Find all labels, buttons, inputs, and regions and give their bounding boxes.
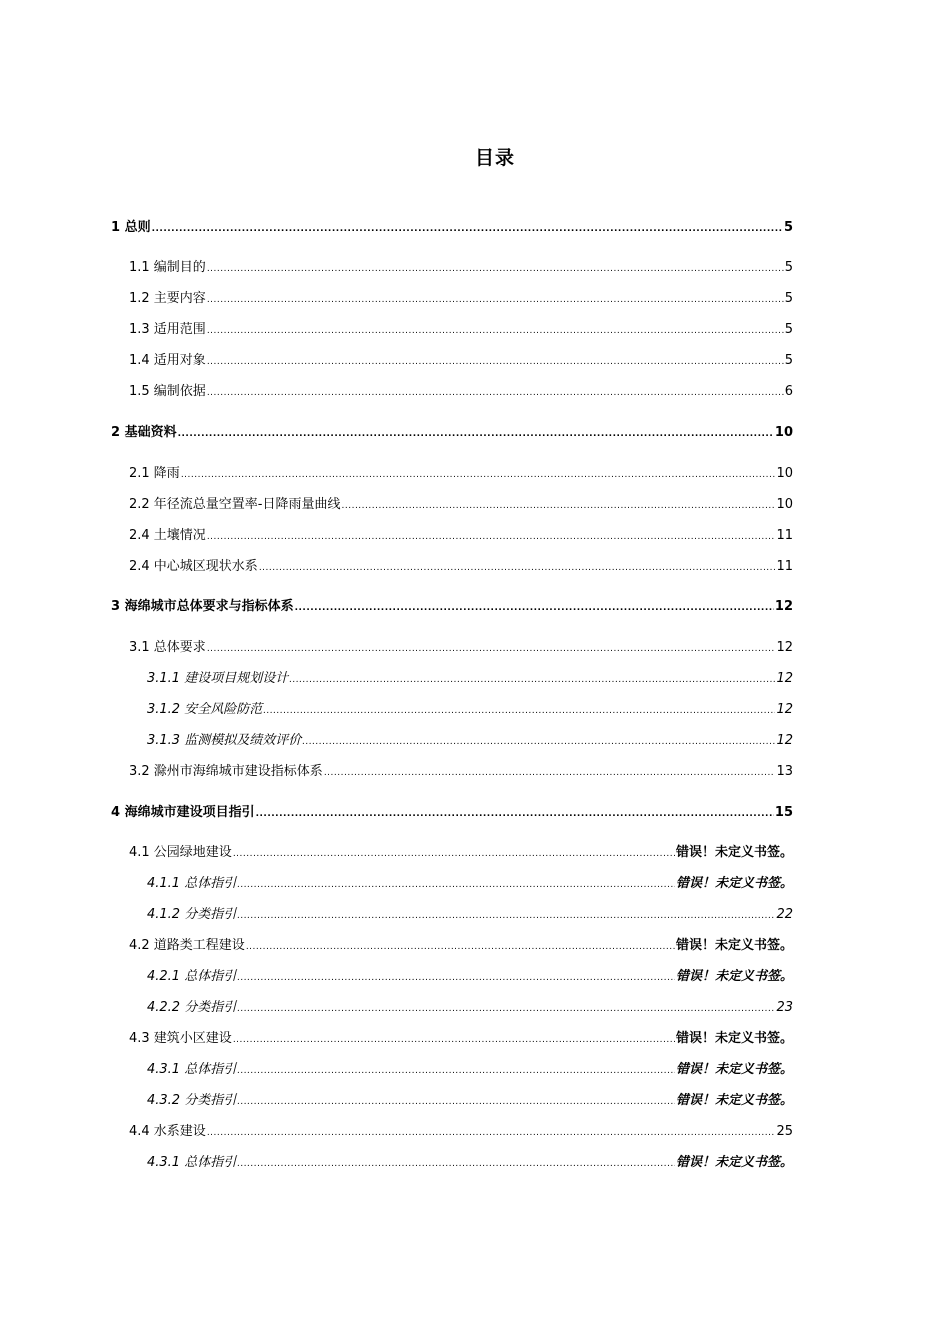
toc-entry-label: 2.4 土壤情况 xyxy=(129,528,206,543)
toc-entry-label: 4.1 公园绿地建设 xyxy=(129,845,232,860)
toc-entry-label: 3.1.1 建设项目规划设计 xyxy=(147,671,289,686)
dot-leader xyxy=(207,291,784,309)
dot-leader xyxy=(207,260,784,278)
toc-entry-page: 15 xyxy=(774,805,793,820)
toc-entry[interactable] xyxy=(129,290,793,308)
toc-entry-label: 2.1 降雨 xyxy=(129,466,180,481)
toc-entry[interactable] xyxy=(111,424,793,442)
toc-entry-label: 4.1.1 总体指引 xyxy=(147,876,237,891)
toc-entry-label: 4.2.2 分类指引 xyxy=(147,1000,237,1015)
toc-entry[interactable] xyxy=(147,1092,793,1110)
toc-entry[interactable] xyxy=(129,1123,793,1141)
toc-entry-page: 12 xyxy=(776,733,793,748)
toc-entry-page: 12 xyxy=(774,599,793,614)
toc-entry[interactable] xyxy=(111,804,793,822)
toc-entry-page: 12 xyxy=(776,702,793,717)
toc-entry-page: 错误！未定义书签。 xyxy=(675,1062,793,1077)
toc-entry[interactable] xyxy=(147,906,793,924)
dot-leader xyxy=(289,671,775,689)
toc-entry-label: 4.3.2 分类指引 xyxy=(147,1093,237,1108)
toc-entry-label: 1.3 适用范围 xyxy=(129,322,206,337)
toc-entry[interactable] xyxy=(129,937,793,955)
toc-entry-label: 4.4 水系建设 xyxy=(129,1124,206,1139)
toc-entry[interactable] xyxy=(111,598,793,616)
toc-entry[interactable] xyxy=(129,639,793,657)
dot-leader xyxy=(302,733,775,751)
toc-entry-label: 4.2.1 总体指引 xyxy=(147,969,237,984)
toc-entry-label: 3.1 总体要求 xyxy=(129,640,206,655)
dot-leader xyxy=(207,353,784,371)
toc-entry-page: 错误！未定义书签。 xyxy=(675,938,793,953)
dot-leader xyxy=(181,466,776,484)
toc-entry-page: 5 xyxy=(784,353,793,368)
dot-leader xyxy=(207,640,776,658)
dot-leader xyxy=(324,764,776,782)
toc-entry[interactable] xyxy=(129,558,793,576)
toc-entry-page: 错误！未定义书签。 xyxy=(675,845,793,860)
toc-entry[interactable] xyxy=(129,1030,793,1048)
toc-entry[interactable] xyxy=(129,844,793,862)
toc-entry-page: 错误！未定义书签。 xyxy=(675,969,793,984)
toc-entry-page: 23 xyxy=(776,1000,793,1015)
toc-entry-page: 10 xyxy=(776,466,793,481)
toc-entry[interactable] xyxy=(147,670,793,688)
dot-leader xyxy=(237,1155,675,1173)
dot-leader xyxy=(237,907,775,925)
dot-leader xyxy=(237,1062,675,1080)
toc-entry-page: 10 xyxy=(774,425,793,440)
toc-entry[interactable] xyxy=(129,383,793,401)
toc-entry-page: 12 xyxy=(776,640,793,655)
toc-entry[interactable] xyxy=(129,763,793,781)
dot-leader xyxy=(207,528,776,546)
toc-entry-page: 5 xyxy=(784,322,793,337)
toc-entry-label: 4 海绵城市建设项目指引 xyxy=(111,805,255,820)
toc-entry[interactable] xyxy=(147,701,793,719)
toc-entry[interactable] xyxy=(147,732,793,750)
toc-entry-page: 5 xyxy=(784,291,793,306)
toc-entry[interactable] xyxy=(129,321,793,339)
toc-entry-page: 22 xyxy=(776,907,793,922)
toc-entry-page: 错误！未定义书签。 xyxy=(675,1031,793,1046)
toc-entry-label: 3.2 滁州市海绵城市建设指标体系 xyxy=(129,764,323,779)
toc-entry-label: 3.1.3 监测模拟及绩效评价 xyxy=(147,733,302,748)
toc-entry[interactable] xyxy=(129,496,793,514)
toc-entry-label: 4.3.1 总体指引 xyxy=(147,1155,237,1170)
toc-entry[interactable] xyxy=(129,352,793,370)
toc-entry-page: 10 xyxy=(776,497,793,512)
toc-entry-page: 错误！未定义书签。 xyxy=(675,876,793,891)
toc-entry[interactable] xyxy=(129,527,793,545)
toc-entry[interactable] xyxy=(147,968,793,986)
toc-entry-label: 1 总则 xyxy=(111,220,151,235)
toc-entry-label: 3.1.2 安全风险防范 xyxy=(147,702,263,717)
toc-entry-page: 11 xyxy=(776,559,793,574)
dot-leader xyxy=(207,322,784,340)
page-title: 目录 xyxy=(474,147,515,169)
toc-entry[interactable] xyxy=(147,1154,793,1172)
dot-leader xyxy=(263,702,775,720)
dot-leader xyxy=(237,1093,675,1111)
toc-entry-page: 6 xyxy=(784,384,793,399)
toc-entry[interactable] xyxy=(129,259,793,277)
toc-entry[interactable] xyxy=(111,219,793,237)
dot-leader xyxy=(256,805,774,823)
dot-leader xyxy=(233,845,675,863)
toc-entry-label: 3 海绵城市总体要求与指标体系 xyxy=(111,599,294,614)
toc-entry-label: 4.3 建筑小区建设 xyxy=(129,1031,232,1046)
dot-leader xyxy=(237,876,675,894)
toc-entry-label: 1.4 适用对象 xyxy=(129,353,206,368)
toc-entry-label: 2 基础资料 xyxy=(111,425,177,440)
toc-entry-label: 1.2 主要内容 xyxy=(129,291,206,306)
toc-entry[interactable] xyxy=(147,1061,793,1079)
toc-entry-page: 错误！未定义书签。 xyxy=(675,1155,793,1170)
toc-entry-page: 12 xyxy=(776,671,793,686)
toc-entry-page: 5 xyxy=(784,260,793,275)
dot-leader xyxy=(207,384,784,402)
toc-entry-page: 25 xyxy=(776,1124,793,1139)
dot-leader xyxy=(246,938,675,956)
toc-entry-page: 5 xyxy=(783,220,793,235)
toc-entry-label: 4.2 道路类工程建设 xyxy=(129,938,245,953)
dot-leader xyxy=(152,220,783,238)
dot-leader xyxy=(178,425,774,443)
dot-leader xyxy=(342,497,776,515)
toc-entry[interactable] xyxy=(147,999,793,1017)
dot-leader xyxy=(233,1031,675,1049)
toc-entry-label: 4.3.1 总体指引 xyxy=(147,1062,237,1077)
toc-entry-label: 1.5 编制依据 xyxy=(129,384,206,399)
dot-leader xyxy=(207,1124,776,1142)
dot-leader xyxy=(237,969,675,987)
toc-entry-label: 2.4 中心城区现状水系 xyxy=(129,559,258,574)
toc-entry-page: 13 xyxy=(776,764,793,779)
toc-entry-page: 错误！未定义书签。 xyxy=(675,1093,793,1108)
toc-entry-label: 1.1 编制目的 xyxy=(129,260,206,275)
toc-entry[interactable] xyxy=(129,465,793,483)
toc-entry-label: 4.1.2 分类指引 xyxy=(147,907,237,922)
toc-entry[interactable] xyxy=(147,875,793,893)
dot-leader xyxy=(295,599,774,617)
toc-entry-page: 11 xyxy=(776,528,793,543)
toc-entry-label: 2.2 年径流总量空置率-日降雨量曲线 xyxy=(129,497,341,512)
dot-leader xyxy=(259,559,776,577)
dot-leader xyxy=(237,1000,775,1018)
